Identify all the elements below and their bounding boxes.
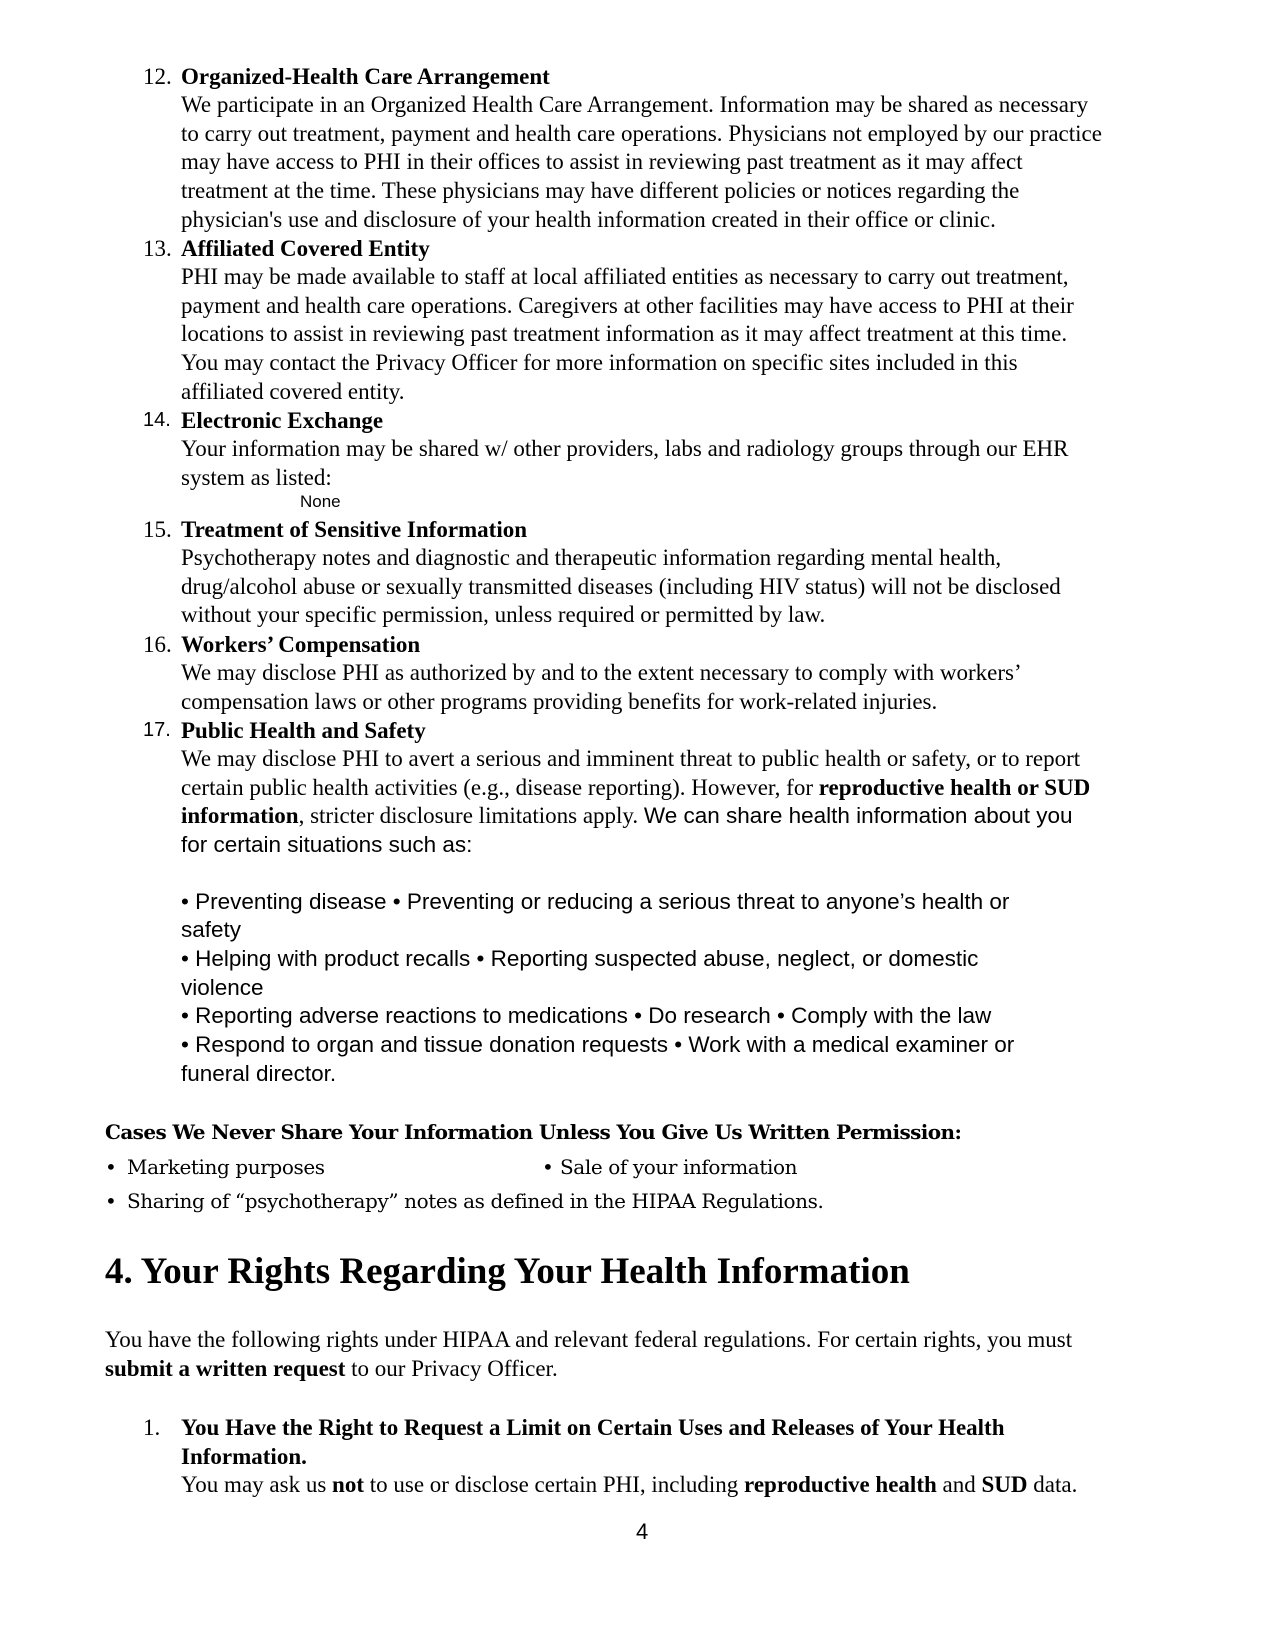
body-text: data. — [1027, 1472, 1078, 1497]
body-line: physician's use and disclosure of your health information created in their office or clinic. — [181, 206, 996, 232]
title-line: Information. — [181, 1444, 307, 1469]
body-line: Your information may be shared w/ other providers, labs and radiology groups through our EHR — [181, 436, 1069, 461]
situation-line: • Preventing disease • Preventing or reducing a serious threat to anyone’s health or — [181, 888, 1010, 914]
ehr-listed-value: None — [300, 492, 341, 511]
emphasis-text: information — [181, 803, 299, 829]
body-line: We may disclose PHI as authorized by and to the extent necessary to comply with workers’ — [181, 660, 1022, 685]
body-text: , stricter disclosure limitations apply. — [298, 803, 644, 829]
title-line: You Have the Right to Request a Limit on Certain Uses and Releases of Your Health — [181, 1415, 1005, 1440]
body-line: locations to assist in reviewing past treatment information as it may affect treatment at this time. — [181, 321, 1068, 347]
item-body — [181, 263, 1191, 407]
body-line: treatment at the time. These physicians may have different policies or notices regarding the — [181, 178, 1020, 204]
body-line: We may disclose PHI to avert a serious and imminent threat to public health or safety, or to report — [181, 746, 1081, 771]
emphasis-text: not — [332, 1472, 364, 1497]
body-line: PHI may be made available to staff at local affiliated entities as necessary to carry out treatment, — [181, 264, 1069, 289]
situation-line: • Respond to organ and tissue donation requests • Work with a medical examiner or — [181, 1032, 1015, 1058]
body-line — [181, 1471, 1191, 1500]
emphasis-text: submit a written request — [105, 1356, 346, 1381]
body-text: certain public health activities (e.g., disease reporting). However, for — [181, 774, 819, 800]
body-line: affiliated covered entity. — [181, 378, 405, 404]
item-title: Treatment of Sensitive Information — [181, 517, 528, 542]
item-title: Public Health and Safety — [181, 718, 426, 743]
situation-line: • Reporting adverse reactions to medications • Do research • Comply with the law — [181, 1003, 992, 1029]
bullet-icon: • — [542, 1155, 554, 1179]
body-text: You may ask us — [181, 1472, 333, 1497]
body-line: Psychotherapy notes and diagnostic and therapeutic information regarding mental health, — [181, 545, 1002, 570]
body-line: payment and health care operations. Caregivers at other facilities may have access to PHI at their — [181, 292, 1074, 318]
item-number: 13. — [143, 236, 172, 261]
item-number: 12. — [143, 64, 172, 89]
bullet-icon: • — [105, 1155, 117, 1179]
cases-heading: Cases We Never Share Your Information Unless You Give Us Written Permission: — [105, 1120, 962, 1144]
item-title: Electronic Exchange — [181, 408, 384, 433]
body-line — [181, 802, 1191, 831]
item-title: Affiliated Covered Entity — [181, 236, 430, 261]
body-line: system as listed: — [181, 464, 332, 490]
situations-list — [181, 888, 1191, 1089]
body-line: You may contact the Privacy Officer for more information on specific sites included in this — [181, 350, 1018, 376]
item-number: 1. — [143, 1415, 161, 1440]
item-title: Workers’ Compensation — [181, 632, 421, 657]
situation-line: • Helping with product recalls • Reporting suspected abuse, neglect, or domestic — [181, 945, 979, 971]
section-heading: 4. Your Rights Regarding Your Health Information — [105, 1251, 910, 1292]
cases-item: Sharing of “psychotherapy” notes as defined in the HIPAA Regulations. — [127, 1189, 824, 1213]
item-body — [181, 91, 1191, 235]
body-line: for certain situations such as: — [181, 832, 473, 858]
body-line: We participate in an Organized Health Care Arrangement. Information may be shared as necessary — [181, 92, 1089, 117]
emphasis-text: reproductive health or SUD — [818, 774, 1091, 800]
body-line — [181, 774, 1191, 803]
situation-line: violence — [181, 974, 264, 1000]
item-title — [181, 1413, 1005, 1471]
item-body — [181, 435, 1191, 492]
intro-line: You have the following rights under HIPAA and relevant federal regulations. For certain rights, you must — [105, 1327, 1073, 1352]
bullet-icon: • — [105, 1189, 117, 1213]
item-body — [181, 659, 1191, 716]
emphasis-text: reproductive health — [744, 1472, 937, 1497]
body-text: to our Privacy Officer. — [345, 1356, 558, 1381]
item-title: Organized-Health Care Arrangement — [181, 64, 550, 89]
cases-item: Sale of your information — [560, 1155, 798, 1179]
section-intro — [105, 1325, 1072, 1383]
body-text: to use or disclose certain PHI, including — [363, 1472, 745, 1497]
item-body — [181, 544, 1191, 630]
body-line: may have access to PHI in their offices to assist in reviewing past treatment as it may affect — [181, 149, 1023, 175]
item-number: 17. — [143, 719, 171, 741]
cases-item: Marketing purposes — [127, 1155, 325, 1179]
body-line: to carry out treatment, payment and health care operations. Physicians not employed by our practice — [181, 120, 1102, 146]
body-text: and — [936, 1472, 982, 1497]
intro-line — [105, 1354, 1072, 1383]
body-line: compensation laws or other programs providing benefits for work-related injuries. — [181, 688, 938, 714]
page-number: 4 — [636, 1519, 649, 1544]
situation-line: funeral director. — [181, 1060, 337, 1086]
body-line: drug/alcohol abuse or sexually transmitted diseases (including HIV status) will not be disclosed — [181, 573, 1061, 599]
situation-line: safety — [181, 917, 242, 943]
item-body — [181, 1471, 1191, 1500]
item-body — [181, 745, 1191, 1088]
item-number: 16. — [143, 632, 172, 657]
body-line: without your specific permission, unless required or permitted by law. — [181, 602, 826, 628]
item-number: 15. — [143, 517, 172, 542]
blank-line — [181, 860, 1191, 889]
item-number: 14. — [143, 409, 171, 431]
emphasis-text: SUD — [981, 1472, 1028, 1497]
body-text-sans: We can share health information about you — [643, 803, 1073, 829]
